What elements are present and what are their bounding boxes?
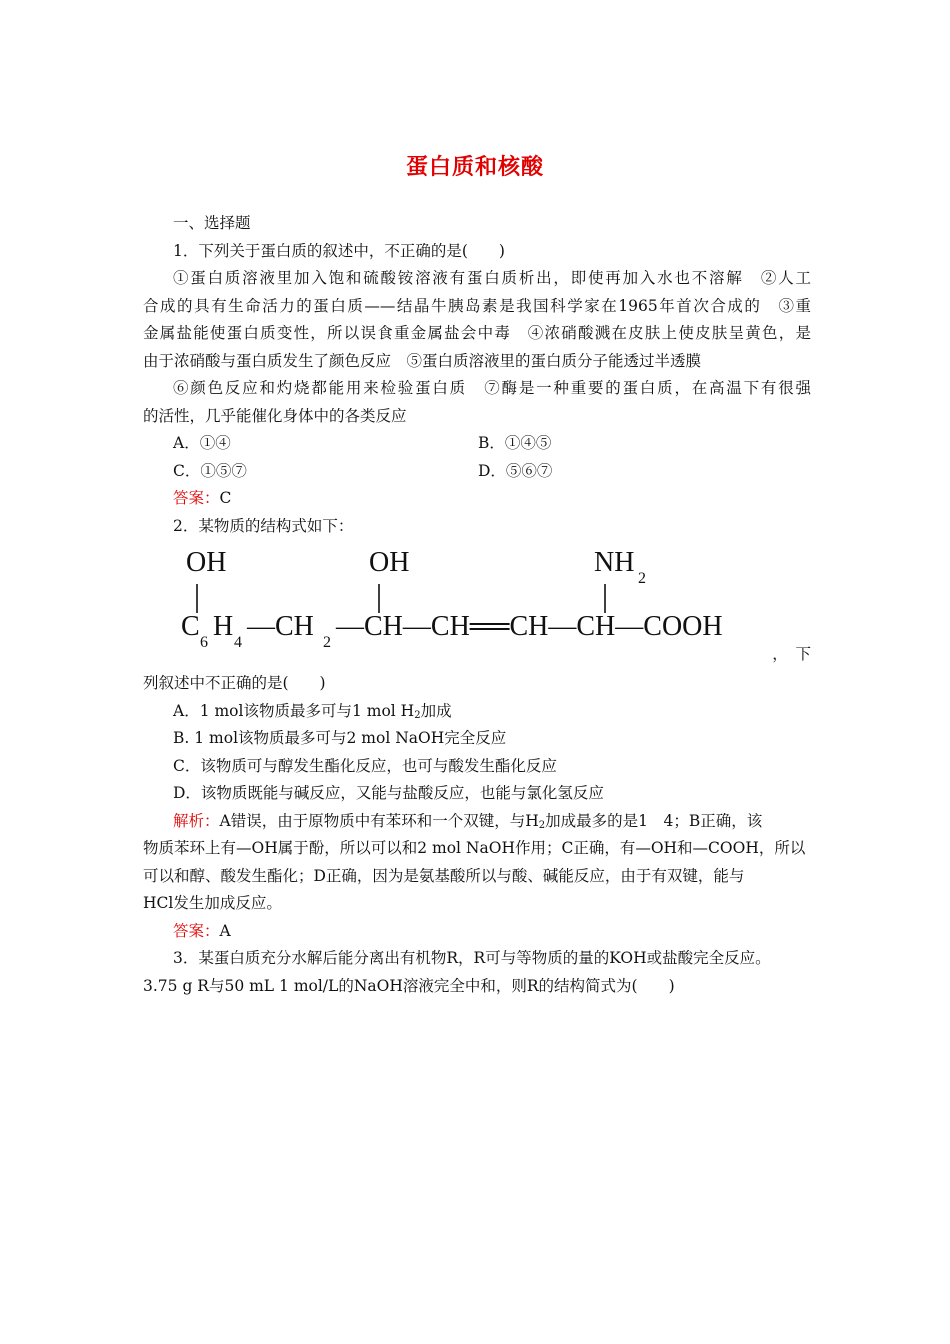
q2-answer [143,918,811,946]
q1-line: ①蛋白质溶液里加入饱和硫酸铵溶液有蛋白质析出，即使再加入水也不溶解 ②人工 [173,269,811,287]
answer-label: 答案： [173,489,220,507]
q2-stem-cont: 列叙述中不正确的是( ) [143,674,326,692]
q2-stem: 2．某物质的结构式如下： [173,516,354,535]
formula-sub: 4 [234,634,242,651]
formula-oh-1: OH [186,547,227,578]
q1-answer [143,485,811,513]
q1-option-b: B．①④⑤ [478,434,552,452]
q1-line: 由于浓硝酸与蛋白质发生了颜色反应 ⑤蛋白质溶液里的蛋白质分子能透过半透膜 [143,351,702,370]
q1-line: 合成的具有生命活力的蛋白质——结晶牛胰岛素是我国科学家在1965年首次合成的 ③重 [143,296,811,315]
structural-formula [173,540,773,665]
q1-option-c: C．①⑤⑦ [173,461,247,480]
q2-analysis-line: 解析：A错误，由于原物质中有苯环和一个双键，与$H_2$加成最多的是1 4；B正确，该 [173,811,763,831]
q1-options-row [143,458,811,486]
q2-option-a: A．1 mol该物质最多可与1 mol $H_2$加成 [173,701,452,721]
section-heading: 一、选择题 [173,214,251,232]
answer-value: C [219,489,232,507]
document-body [143,210,811,1000]
answer-value: A [219,921,231,940]
answer-label: 答案： [173,921,220,940]
formula-sub: 2 [638,570,646,587]
q3-stem-cont: 3.75 g R与50 mL 1 mol/L的NaOH溶液完全中和，则R的结构简式为( ) [143,976,675,995]
q2-analysis-line: 可以和醇、酸发生酯化；D正确，因为是氨基酸所以与酸、碱能反应，由于有双键，能与 [143,866,745,885]
q2-analysis-line: 物质苯环上有—OH属于酚，所以可以和2 mol NaOH作用；C正确，有—OH和—COOH，所以 [143,839,806,857]
formula-ch2: —CH [247,611,314,642]
page-title: 蛋白质和核酸 [405,154,544,180]
formula-sub: 6 [200,634,208,651]
q1-line: ⑥颜色反应和灼烧都能用来检验蛋白质 ⑦酶是一种重要的蛋白质，在高温下有很强 [173,379,811,397]
q1-options-row [143,430,811,458]
formula-oh-2: OH [369,547,410,578]
q2-stem-tail: ， 下 [772,644,811,663]
formula-c: C [181,611,200,642]
structural-formula-block [143,540,811,670]
q2-option-c: C．该物质可与醇发生酯化反应，也可与酸发生酯化反应 [173,756,557,775]
formula-nh: NH [594,547,635,578]
formula-h: H [213,611,234,642]
q1-line: 的活性，几乎能催化身体中的各类反应 [143,406,407,425]
q2-option-b: B. 1 mol该物质最多可与2 mol NaOH完全反应 [173,729,507,747]
analysis-label: 解析： [173,811,220,830]
q2-analysis-line: HCl发生加成反应。 [143,894,282,912]
formula-sub: 2 [323,634,331,651]
q1-line: 金属盐能使蛋白质变性，所以误食重金属盐会中毒 ④浓硝酸溅在皮肤上使皮肤呈黄色，是 [143,324,811,342]
q3-stem: 3．某蛋白质充分水解后能分离出有机物R，R可与等物质的量的KOH或盐酸完全反应。 [173,949,771,967]
formula-chain: —CH—CH══CH—CH—COOH [336,611,723,642]
q1-option-d: D．⑤⑥⑦ [478,461,553,480]
q1-stem: 1．下列关于蛋白质的叙述中，不正确的是( ) [173,241,505,260]
q1-option-a: A．①④ [173,434,231,452]
q2-option-d: D．该物质既能与碱反应，又能与盐酸反应，也能与氯化氢反应 [173,784,604,802]
